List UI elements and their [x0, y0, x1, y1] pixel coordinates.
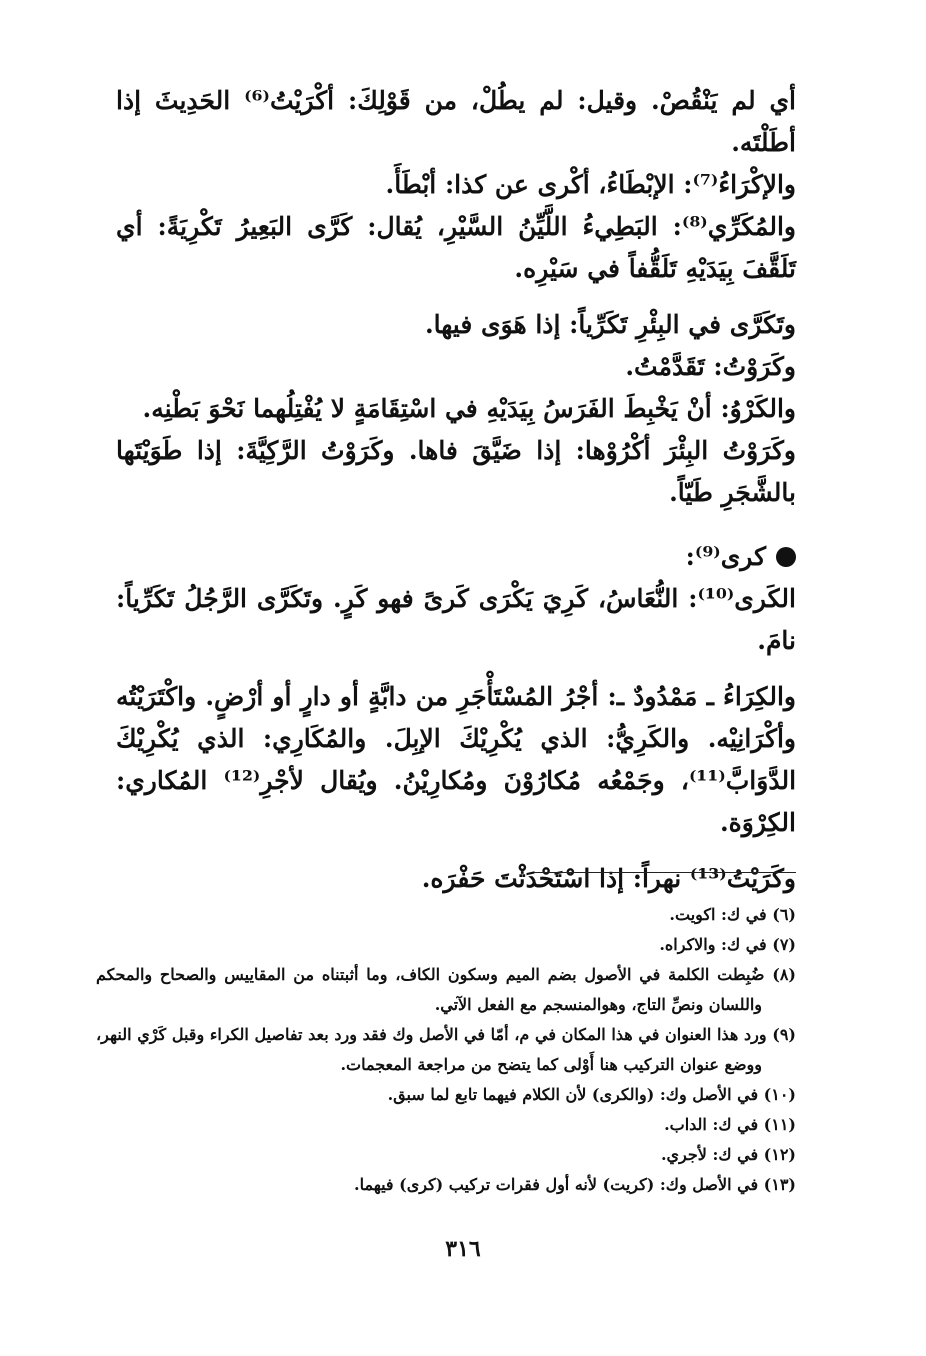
page-number: ٣١٦	[445, 1236, 481, 1262]
paragraph-8: الكَرى⁽¹⁰⁾: النُّعَاسُ، كَرِيَ يَكْرَى كَرىً فهو كَرٍ. وتَكَرَّى الرَّجُلُ تَكَرِّياً: نامَ.	[116, 584, 796, 655]
paragraph-9: والكِرَاءُ ـ مَمْدُودٌ ـ: أجْرُ المُسْتَأْجَرِ من دابَّةٍ أو دارٍ أو أرْضٍ. واكْتَرَيْتُه وأكْرَانِيْه. والكَرِيُّ: الذي يُكْرِيْكَ الإبِلَ. والمُكَارِي: الذي يُكْرِيْكَ الدَّوَابَّ⁽¹¹⁾، وجَمْعُه مُكارُوْنَ ومُكارِيْنُ. ويُقال لأجْرِ⁽¹²⁾ المُكاري: الكِرْوَة.	[116, 682, 797, 837]
bullet-icon	[776, 547, 796, 567]
footnote-8: (٨) ضُبِطت الكلمة في الأصول بضم الميم وسكون الكاف، وما أثبتناه من المقاييس والصحاح والمحكم واللسان ونصِّ التاج، وهوالمنسجم مع الفعل الآتي.	[96, 965, 796, 1014]
footnote-divider	[534, 872, 796, 873]
footnote-10: (١٠) في الأصل وك: (والكرى) لأن الكلام فيهما تابع لما سبق.	[387, 1085, 796, 1104]
paragraph-6: والكَرْوُ: أنْ يَخْبِطَ الفَرَسُ بِيَدَيْهِ في اسْتِقَامَةٍ لا يُفْتِلُهما نَحْوَ بَطْنِه.	[142, 394, 796, 423]
paragraph-10: وكَرَيْتُ⁽¹³⁾ نهراً: إذا اسْتَحْدَثْتَ حَفْرَه.	[421, 864, 796, 893]
footnote-6: (٦) في ك: اكويت.	[669, 905, 796, 924]
entry-heading-text: كرى⁽⁹⁾:	[685, 542, 766, 571]
paragraph-3: والمُكَرِّي⁽⁸⁾: البَطِيءُ اللَّيِّنُ السَّيْرِ، يُقال: كَرَّى البَعِيرُ تَكْرِيَةً: أي تَلَقَّفَ بِيَدَيْهِ تَلَقُّفاً في سَيْرِه.	[116, 212, 796, 283]
footnote-13: (١٣) في الأصل وك: (كريت) لأنه أول فقرات تركيب (كرى) فيهما.	[354, 1175, 796, 1194]
paragraph-2: والإكْرَاءُ⁽⁷⁾: الإبْطَاءُ، أكْرى عن كذا: أبْطَأَ.	[385, 170, 796, 199]
paragraph-5: وكَرَوْتُ: تَقَدَّمْتُ.	[625, 352, 796, 381]
footnote-7: (٧) في ك: والاكراه.	[659, 935, 796, 954]
main-text	[116, 80, 796, 900]
footnote-12: (١٢) في ك: لأجري.	[660, 1145, 796, 1164]
footnotes	[96, 900, 796, 1200]
footnote-9: (٩) ورد هذا العنوان في هذا المكان في م، أمّا في الأصل وك فقد ورد بعد تفاصيل الكراء وقبل كَرْي النهر، ووضع عنوان التركيب هنا أَوْلى كما يتضح من مراجعة المعجمات.	[96, 1025, 796, 1074]
paragraph-7: وكَرَوْتُ البِئْرَ أكْرُوْها: إذا ضَيَّقَ فاها. وكَرَوْتُ الرَّكِيَّةَ: إذا طَوَيْتَها بالشَّجَرِ طَيّاً.	[116, 436, 796, 507]
paragraph-4: وتَكَرَّى في البِئْرِ تَكَرِّياً: إذا هَوَى فيها.	[424, 310, 796, 339]
paragraph-1: أي لم يَنْقُصْ. وقيل: لم يطُلْ، من قَوْلِكَ: أكْرَيْتُ⁽⁶⁾ الحَدِيثَ إذا أطَلْتَه.	[116, 86, 796, 157]
footnote-11: (١١) في ك: الداب.	[664, 1115, 796, 1134]
entry-heading	[116, 536, 796, 578]
